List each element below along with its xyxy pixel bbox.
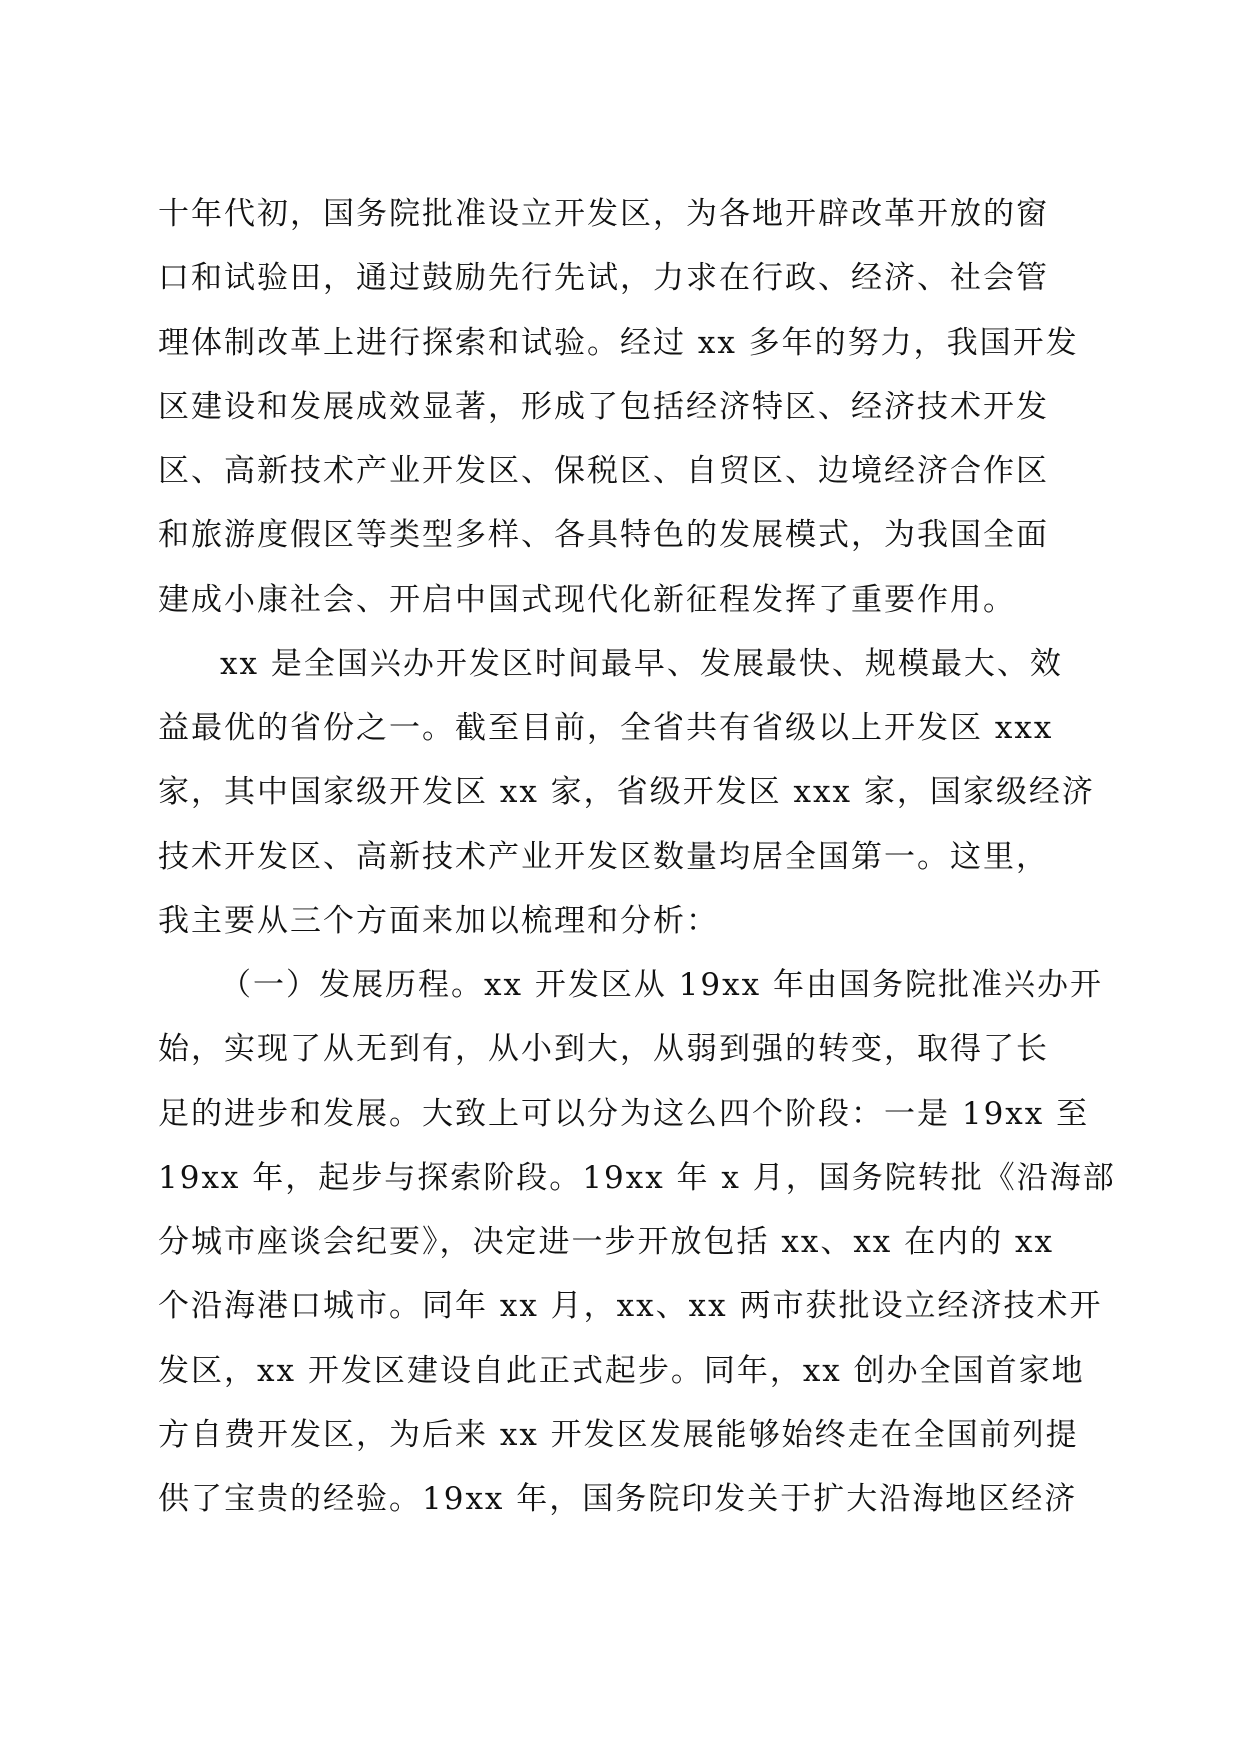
text-line: 区、高新技术产业开发区、保税区、自贸区、边境经济合作区 xyxy=(158,453,1049,489)
text-line: 技术开发区、高新技术产业开发区数量均居全国第一。这里， xyxy=(158,838,1049,875)
body-text xyxy=(158,182,1116,1531)
text-line: 我主要从三个方面来加以梳理和分析： xyxy=(158,902,719,939)
text-line: 方自费开发区，为后来 xx 开发区发展能够始终走在全国前列提 xyxy=(158,1416,1079,1453)
text-line: 口和试验田，通过鼓励先行先试，力求在行政、经济、社会管 xyxy=(158,260,1049,297)
text-line: 分城市座谈会纪要》，决定进一步开放包括 xx、xx 在内的 xx xyxy=(158,1224,1054,1260)
text-line: 建成小康社会、开启中国式现代化新征程发挥了重要作用。 xyxy=(158,581,1016,618)
text-line: 发区，xx 开发区建设自此正式起步。同年，xx 创办全国首家地 xyxy=(158,1352,1085,1389)
text-line: 区建设和发展成效显著，形成了包括经济特区、经济技术开发 xyxy=(158,388,1049,425)
text-line: 供了宝贵的经验。19xx 年，国务院印发关于扩大沿海地区经济 xyxy=(158,1481,1078,1517)
text-line: 始，实现了从无到有，从小到大，从弱到强的转变，取得了长 xyxy=(158,1031,1049,1068)
text-line: 和旅游度假区等类型多样、各具特色的发展模式，为我国全面 xyxy=(158,517,1049,554)
text-line: 益最优的省份之一。截至目前，全省共有省级以上开发区 xxx xyxy=(158,710,1054,746)
text-line: 19xx 年，起步与探索阶段。19xx 年 x 月，国务院转批《沿海部 xyxy=(158,1159,1116,1196)
text-line: 十年代初，国务院批准设立开发区，为各地开辟改革开放的窗 xyxy=(158,196,1049,232)
text-line: 理体制改革上进行探索和试验。经过 xx 多年的努力，我国开发 xyxy=(158,324,1079,361)
paragraph-first-line: xx 是全国兴办开发区时间最早、发展最快、规模最大、效 xyxy=(220,645,1063,682)
text-line: 个沿海港口城市。同年 xx 月，xx、xx 两市获批设立经济技术开 xyxy=(158,1288,1103,1325)
section-heading-line: （一）发展历程。xx 开发区从 19xx 年由国务院批准兴办开 xyxy=(220,967,1103,1003)
text-line: 足的进步和发展。大致上可以分为这么四个阶段：一是 19xx 至 xyxy=(158,1095,1090,1132)
text-line: 家，其中国家级开发区 xx 家，省级开发区 xxx 家，国家级经济 xyxy=(158,774,1095,811)
